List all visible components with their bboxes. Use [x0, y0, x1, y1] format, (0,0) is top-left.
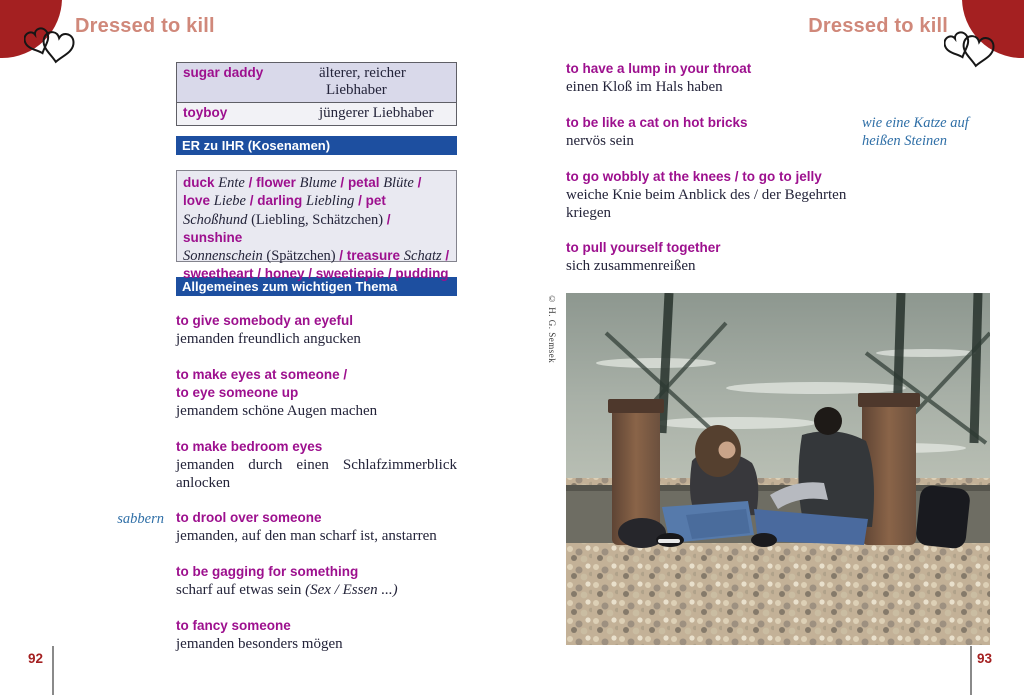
term-cell: toyboy [183, 105, 228, 120]
table-row [177, 63, 456, 103]
phrase-entry [176, 366, 457, 420]
phrase-en: to go wobbly at the knees / to go to jelly [566, 169, 822, 184]
page-number-right: 93 [977, 651, 993, 666]
phrase-de: jemanden freundlich angucken [176, 331, 361, 347]
footer-rule [52, 646, 54, 695]
margin-note-katze [862, 114, 1012, 150]
margin-note-line: wie eine Katze auf [862, 115, 969, 131]
phrase-de: jemanden durch einen Schlafzimmerblick anlocken [176, 457, 457, 491]
phrase-entry [566, 114, 886, 150]
phrase-entry [566, 168, 878, 222]
phrase-entry [176, 617, 457, 653]
phrase-entry [566, 239, 886, 275]
page-title-left: Dressed to kill [75, 15, 215, 37]
phrase-entry [176, 509, 476, 545]
page-number-left: 92 [28, 651, 44, 666]
translation-line: älterer, reicher [319, 65, 406, 81]
phrase-en: to drool over someone [176, 510, 322, 525]
phrase-en: to make bedroom eyes [176, 439, 323, 454]
phrase-en: to be like a cat on hot bricks [566, 115, 748, 130]
term-cell: sugar daddy [183, 65, 264, 80]
phrase-de: scharf auf etwas sein (Sex / Essen ...) [176, 582, 398, 598]
translation-line: jüngerer Liebhaber [319, 105, 434, 121]
translation-line: Liebhaber [326, 82, 387, 98]
section-header-allgemeines: Allgemeines zum wichtigen Thema [176, 277, 457, 296]
phrase-de: jemanden, auf den man scharf ist, anstarren [176, 528, 437, 544]
phrase-entry [566, 60, 886, 96]
phrase-de: einen Kloß im Hals haben [566, 79, 723, 95]
section-header-kosenamen: ER zu IHR (Kosenamen) [176, 136, 457, 155]
phrase-entry [176, 438, 457, 492]
translation-cell [319, 65, 450, 99]
phrase-en: to give somebody an eyeful [176, 313, 354, 328]
beach-photo [566, 293, 990, 645]
phrase-entry [176, 312, 457, 348]
phrase-en: to make eyes at someone / [176, 367, 348, 382]
hearts-icon [24, 22, 78, 68]
kosenamen-box: duck Ente / flower Blume / petal Blüte / love Liebe / darling Liebling / pet Schoßhund (Liebling, Schätzchen) / sunshine Sonnenschein (Spätzchen) / treasure Schatz / sweetheart / honey / sweetiepie / pudding [176, 170, 457, 262]
footer-rule [970, 646, 972, 695]
phrase-en: to pull yourself together [566, 240, 721, 255]
phrase-en: to have a lump in your throat [566, 61, 752, 76]
photo-credit: © H. G. Semsek [547, 294, 557, 364]
phrase-en: to eye someone up [176, 385, 299, 400]
margin-note-sabbern: sabbern [117, 511, 164, 527]
beach-photo-illustration [566, 293, 990, 645]
translation-cell [319, 105, 450, 122]
phrase-de: jemandem schöne Augen machen [176, 403, 378, 419]
page-title-right: Dressed to kill [808, 15, 948, 37]
phrase-en: to fancy someone [176, 618, 291, 633]
phrase-entry [176, 563, 476, 599]
table-row [177, 103, 456, 125]
phrase-de: weiche Knie beim Anblick des / der Begehrten kriegen [566, 187, 847, 221]
phrase-de: jemanden besonders mögen [176, 636, 343, 652]
phrase-en: to be gagging for something [176, 564, 359, 579]
phrase-de: nervös sein [566, 133, 634, 149]
vocab-table [176, 62, 457, 126]
phrase-de: sich zusammenreißen [566, 258, 696, 274]
hearts-icon [944, 26, 998, 72]
margin-note-line: heißen Steinen [862, 133, 947, 149]
